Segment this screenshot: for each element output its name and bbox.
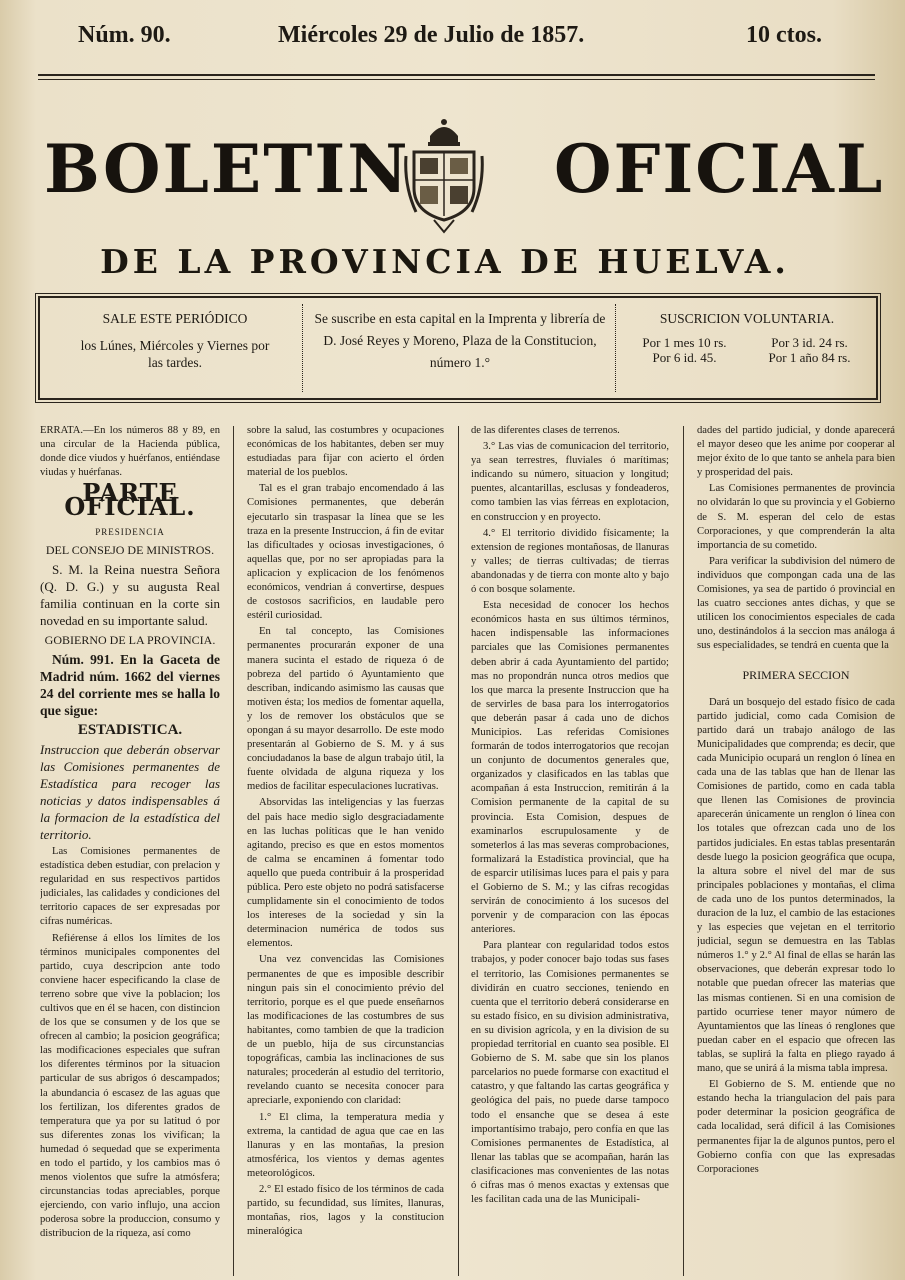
subscription-rates-title: SUSCRICION VOLUNTARIA. bbox=[659, 311, 835, 326]
col4-paragraph-5: El Gobierno de S. M. entiende que no estando hecha la triangulacion del pais para poder determinar la posicion geográfica de cada localidad, será difícil á las Comisiones permanentes fijar la de algunos puntos, pero el Gobierno confía con que las expresadas Corporaciones bbox=[697, 1079, 895, 1175]
col2-paragraph-4: Absorvidas las inteligencias y las fuerzas del pais hace medio siglo desgraciadamente en las luchas políticas que le han venido agitando, preciso es que en estos momentos de calma se encaminen á fomentar todo aquello que pueda contribuir á la prosperidad pública. Pero este objeto no podrá satisfacerse cumplidamente sin el conocimiento de todos los intereses de la sociedad y sin la determinacion numérica de todos sus elementos. bbox=[247, 797, 444, 950]
rate-3-months: Por 3 id. 24 rs. bbox=[771, 335, 848, 350]
info-divider-1 bbox=[302, 304, 303, 392]
estadistica-heading: ESTADISTICA. bbox=[77, 721, 183, 738]
col1-paragraph-2: Refiérense á ellos los límites de los términos municipales componentes del partido, cuya descripcion ante todo conviene hacer especificando la clase de terreno sobre que vive la poblacion; los cultivos que en él se hacen, con distincion de los que se consumen y de los que se ofrecen al cambio; la posicion geográfica; las modificaciones especiales que sufran los diferentes términos por la situacion particular de sus abrigos ó descampados; la abundancia ó escasez de las aguas que los fertilizan, los diferentes grados de temperatura que ya por su latitud ó por sus diferentes zonas los vivifican; la humedad ó sequedad que se experimenta en todo el partido, y los cambios mas ó menos violentos que sufre la atmósfera; circunstancias todas apreciables, porque ejerciendo, con vario influjo, una accion poderosa sobre la produccion, consumo y distribucion de la riqueza, así como bbox=[40, 932, 220, 1240]
column-4 bbox=[697, 424, 895, 1179]
royal-coat-of-arms-icon bbox=[404, 116, 484, 234]
rate-1-year: Por 1 año 84 rs. bbox=[768, 350, 851, 365]
col3-paragraph-1: de las diferentes clases de terrenos. bbox=[471, 425, 620, 436]
column-2 bbox=[247, 424, 444, 1241]
col4-paragraph-1: dades del partido judicial, y donde aparecerá el mayor deseo que les anime por cooperar al mejor éxito de lo que tanto se anhela para bien y prosperidad del pais. bbox=[697, 425, 895, 479]
column-1 bbox=[40, 424, 220, 1244]
col4-paragraph-4: Dará un bosquejo del estado físico de cada partido judicial, como cada Comision de partido dará un trabajo análogo de las Municipalidades que comprenda; es decir, que cada Municipio ocupará un renglon ó línea en cada una de las tablas que han de llenar las Comisiones de partido, como en cada tabla que llenen las Comisiones de provincia aparecerán únicamente un renglon ó línea con los totales que ofrezcan cada uno de los partidos judiciales. En estas tablas presentarán desde luego la posicion geográfica que ocupa, la altura sobre el nivel del mar de sus principales poblaciones y montañas, el clima de cada uno de los puntos determinados, la duracion de la luz, el cambio de las estaciones y las especies que vejetan en el territorio judicial, segun se demuestra en las Tablas números 1.° y 2.° Al final de ellas se harán las observaciones, que deberán expresar todo lo notable que puedan ofrecer las materias que las mismas contienen. Si en una comision de partido ocurriese tener mayor número de Ayuntamientos que las líneas ó renglones que puedan caber en el espacio que ofrecen las tablas, se suplirá la falta en pliego rayado á mano, que se unirá á la misma tabla impresa. bbox=[697, 696, 895, 1075]
column-rule-3 bbox=[683, 426, 684, 1276]
col2-paragraph-3: En tal concepto, las Comisiones permanentes procurarán exponer de una manera sucinta el estado de riqueza ó de pobreza del partido ó Ayuntamiento que describan, indicando asimismo las causas que motiven ésta; los medios de fomentar aquella, y los de remover los obstáculos que se opongan á su mayor desarrollo. De este modo presentarán al Gobierno de S. M. y á sus conciudadanos la base de algun trabajo útil, la fuente olvidada de alguna riqueza y los medios de facilitar especulaciones lucrativas. bbox=[247, 626, 444, 793]
col1-paragraph-1: Las Comisiones permanentes de estadística deben estudiar, con prelacion y regularidad en sus respectivos partidos judiciales, las calidades y condiciones del territorio capaces de ser expresadas por cifras numéricas. bbox=[40, 845, 220, 928]
publication-days-title: SALE ESTE PERIÓDICO bbox=[102, 311, 248, 326]
rate-1-month: Por 1 mes 10 rs. bbox=[642, 335, 727, 350]
gobierno-heading: GOBIERNO DE LA PROVINCIA. bbox=[44, 632, 216, 647]
gaceta-notice: Núm. 991. En la Gaceta de Madrid núm. 1662 del viernes 24 del corriente mes se halla lo que sigue: bbox=[40, 651, 220, 718]
masthead-left: BOLETIN bbox=[44, 130, 410, 208]
subscription-rates bbox=[622, 308, 872, 365]
rate-6-months: Por 6 id. 45. bbox=[652, 350, 717, 365]
col2-paragraph-6: 1.° El clima, la temperatura media y extrema, la cantidad de agua que cae en las llanuras y en las montañas, la presion atmosférica, los vientos y demas agentes meteorológicos. bbox=[247, 1111, 444, 1179]
column-rule-1 bbox=[233, 426, 234, 1276]
masthead-right: OFICIAL bbox=[554, 130, 885, 208]
issue-number: Núm. 90. bbox=[78, 22, 171, 48]
issue-price: 10 ctos. bbox=[746, 22, 822, 48]
col4-paragraph-3: Para verificar la subdivision del número de individuos que compongan cada una de las Comisiones, ya sea de partido ó provincial en las cuatro secciones antes dichas, y que se utilicen los conocimientos especiales de cada uno, destinándolos á la seccion mas análoga á sus especialidades, se tendrá en cuenta que la bbox=[697, 555, 895, 652]
publication-days bbox=[50, 308, 300, 371]
col2-paragraph-5: Una vez convencidas las Comisiones permanentes de que es imposible describir ningun pais sin el conocimiento prévio del territorio, porque es el que puede enseñarnos las modificaciones de las costumbres de sus habitantes, como tambien de que la tradicion de un pueblo, hija de sus circunstancias topográficas, cambia las inclinaciones de sus naturales; procederán al estudio del territorio, revelando cuanto se necesita conocer para apreciarle, exponiendo con claridad: bbox=[247, 954, 444, 1107]
errata-text: ERRATA.—En los números 88 y 89, en una circular de la Hacienda pública, donde dice viudos y huérfanos, entiéndase viudas y huérfanas. bbox=[40, 425, 220, 479]
reina-notice: S. M. la Reina nuestra Señora (Q. D. G.) y su augusta Real familia continuan en la corte sin novedad en su importante salud. bbox=[40, 561, 220, 628]
col3-paragraph-2: 3.° Las vias de comunicacion del territorio, ya sean terrestres, fluviales ó marítimas; indicando su número, situacion y longitud; puentes, alcantarillas, esclusas y fondeaderos, como tambien las vias férreas en explotacion, en construccion y en proyecto. bbox=[471, 441, 669, 523]
col2-paragraph-1: sobre la salud, las costumbres y ocupaciones económicas de los habitantes, deben ser muy estudiadas para fijar con acierto el órden material de los pueblos. bbox=[247, 425, 444, 479]
col4-paragraph-2: Las Comisiones permanentes de provincia no olvidarán lo que su provincia y el Gobierno de S. M. esperan del celo de estas Corporaciones, y que comprenderán la alta importancia de su cometido. bbox=[697, 483, 895, 551]
masthead-subtitle: DE LA PROVINCIA DE HUELVA. bbox=[100, 242, 790, 281]
issue-line bbox=[30, 22, 875, 52]
col3-paragraph-4: Esta necesidad de conocer los hechos económicos hasta en sus últimos términos, hacen indispensable las informaciones parciales que las Comisiones permanentes deben abrir á cada Ayuntamiento del partido; mas no propondrán nunca otros medios que los que marca la presente Instruccion que ha de servirles de basa para los interrogatorios que deberán pasar á cada uno de dichos Municipios. Las referidas Comisiones formarán de todos interrogatorios que recojan un conjunto de documentos generales que, organizados y clasificados en las tablas que acompañan á esta Instruccion, remitirán á la Comision permanente de la capital de su provincia. Esta Comision, despues de examinarlos escrupulosamente y de someterlos á las mas severas comprobaciones, formalizará la Estadística provincial, que ha de esparcir utilísimas luces para el pais y para el Gobierno de S. M.; y las cifras recogidas servirán de conocimiento á los sucesos del porvenir y de comparacion con las épocas anteriores. bbox=[471, 600, 669, 936]
issue-date: Miércoles 29 de Julio de 1857. bbox=[278, 22, 585, 48]
parte-oficial-heading: PARTE OFICIAL. bbox=[64, 478, 196, 522]
subscription-place: Se suscribe en esta capital en la Imprenta y librería de D. José Reyes y Moreno, Plaza de la Constitucion, número 1.° bbox=[314, 311, 606, 370]
top-rule-thin bbox=[38, 79, 875, 80]
column-rule-2 bbox=[458, 426, 459, 1276]
instruccion-title: Instruccion que deberán observar las Comisiones permanentes de Estadística para recoger las noticias y datos indispensables á la formacion de la estadística del territorio. bbox=[40, 741, 220, 842]
top-rule bbox=[38, 74, 875, 76]
col2-paragraph-2: Tal es el gran trabajo encomendado á las Comisiones permanentes, que deberán ejecutarlo sin traspasar la línea que se les traza en la presente Instruccion, á fin de evitar las dificultades y ociosas investigaciones, ó aquellas que, por no ser apropiadas para la aplicacion y explicacion de los fenómenos económicos, vendrian á convertirse, despues de costosos sacrificios, en laudable pero estéril curiosidad. bbox=[247, 483, 444, 622]
rates-grid bbox=[622, 335, 872, 365]
subscription-box bbox=[38, 296, 878, 400]
presidencia-label: PRESIDENCIA bbox=[95, 526, 165, 537]
publication-days-text: los Lúnes, Miércoles y Viernes por las tardes. bbox=[80, 338, 270, 370]
col3-paragraph-3: 4.° El territorio dividido físicamente; la extension de regiones montañosas, de llanuras y valles; de tierras cultivadas; de tierras abandonadas y de tierra con monte alto y bajo ó con bosque solamente. bbox=[471, 527, 669, 596]
col3-paragraph-5: Para plantear con regularidad todos estos trabajos, y poder conocer bajo todas sus fases el territorio, las Comisiones permanentes se dividirán en cuatro secciones, teniendo en cuenta que el territorio deberá considerarse en su estado físico, en su division administrativa, en su division agrícola, y en la division de su propiedad territorial en cuanto sea posible. El Gobierno de S. M. sabe que sin los planos parcelarios no puede formarse con exactitud el catastro, y que faltando las cartas geográfica y geológica del pais, no puede darse tampoco todo el ensanche que se desea á este importantísimo trabajo, pero confía en que las Comisiones permanentes de Estadística, al llenar las tablas que se acompañan, harán las clasificaciones mas convenientes de las notas ó cifras mas ó menos exactas y extensas que les facilitan cada una de las Municipali- bbox=[471, 940, 669, 1206]
column-3 bbox=[471, 424, 669, 1209]
col2-paragraph-7: 2.° El estado físico de los términos de cada partido, su fecundidad, sus límites, llanuras, montañas, rios, lagos y la constitucion mineralógica bbox=[247, 1183, 444, 1238]
consejo-heading: DEL CONSEJO DE MINISTROS. bbox=[45, 542, 215, 557]
primera-seccion-heading: PRIMERA SECCION bbox=[742, 667, 850, 682]
info-divider-2 bbox=[615, 304, 616, 392]
